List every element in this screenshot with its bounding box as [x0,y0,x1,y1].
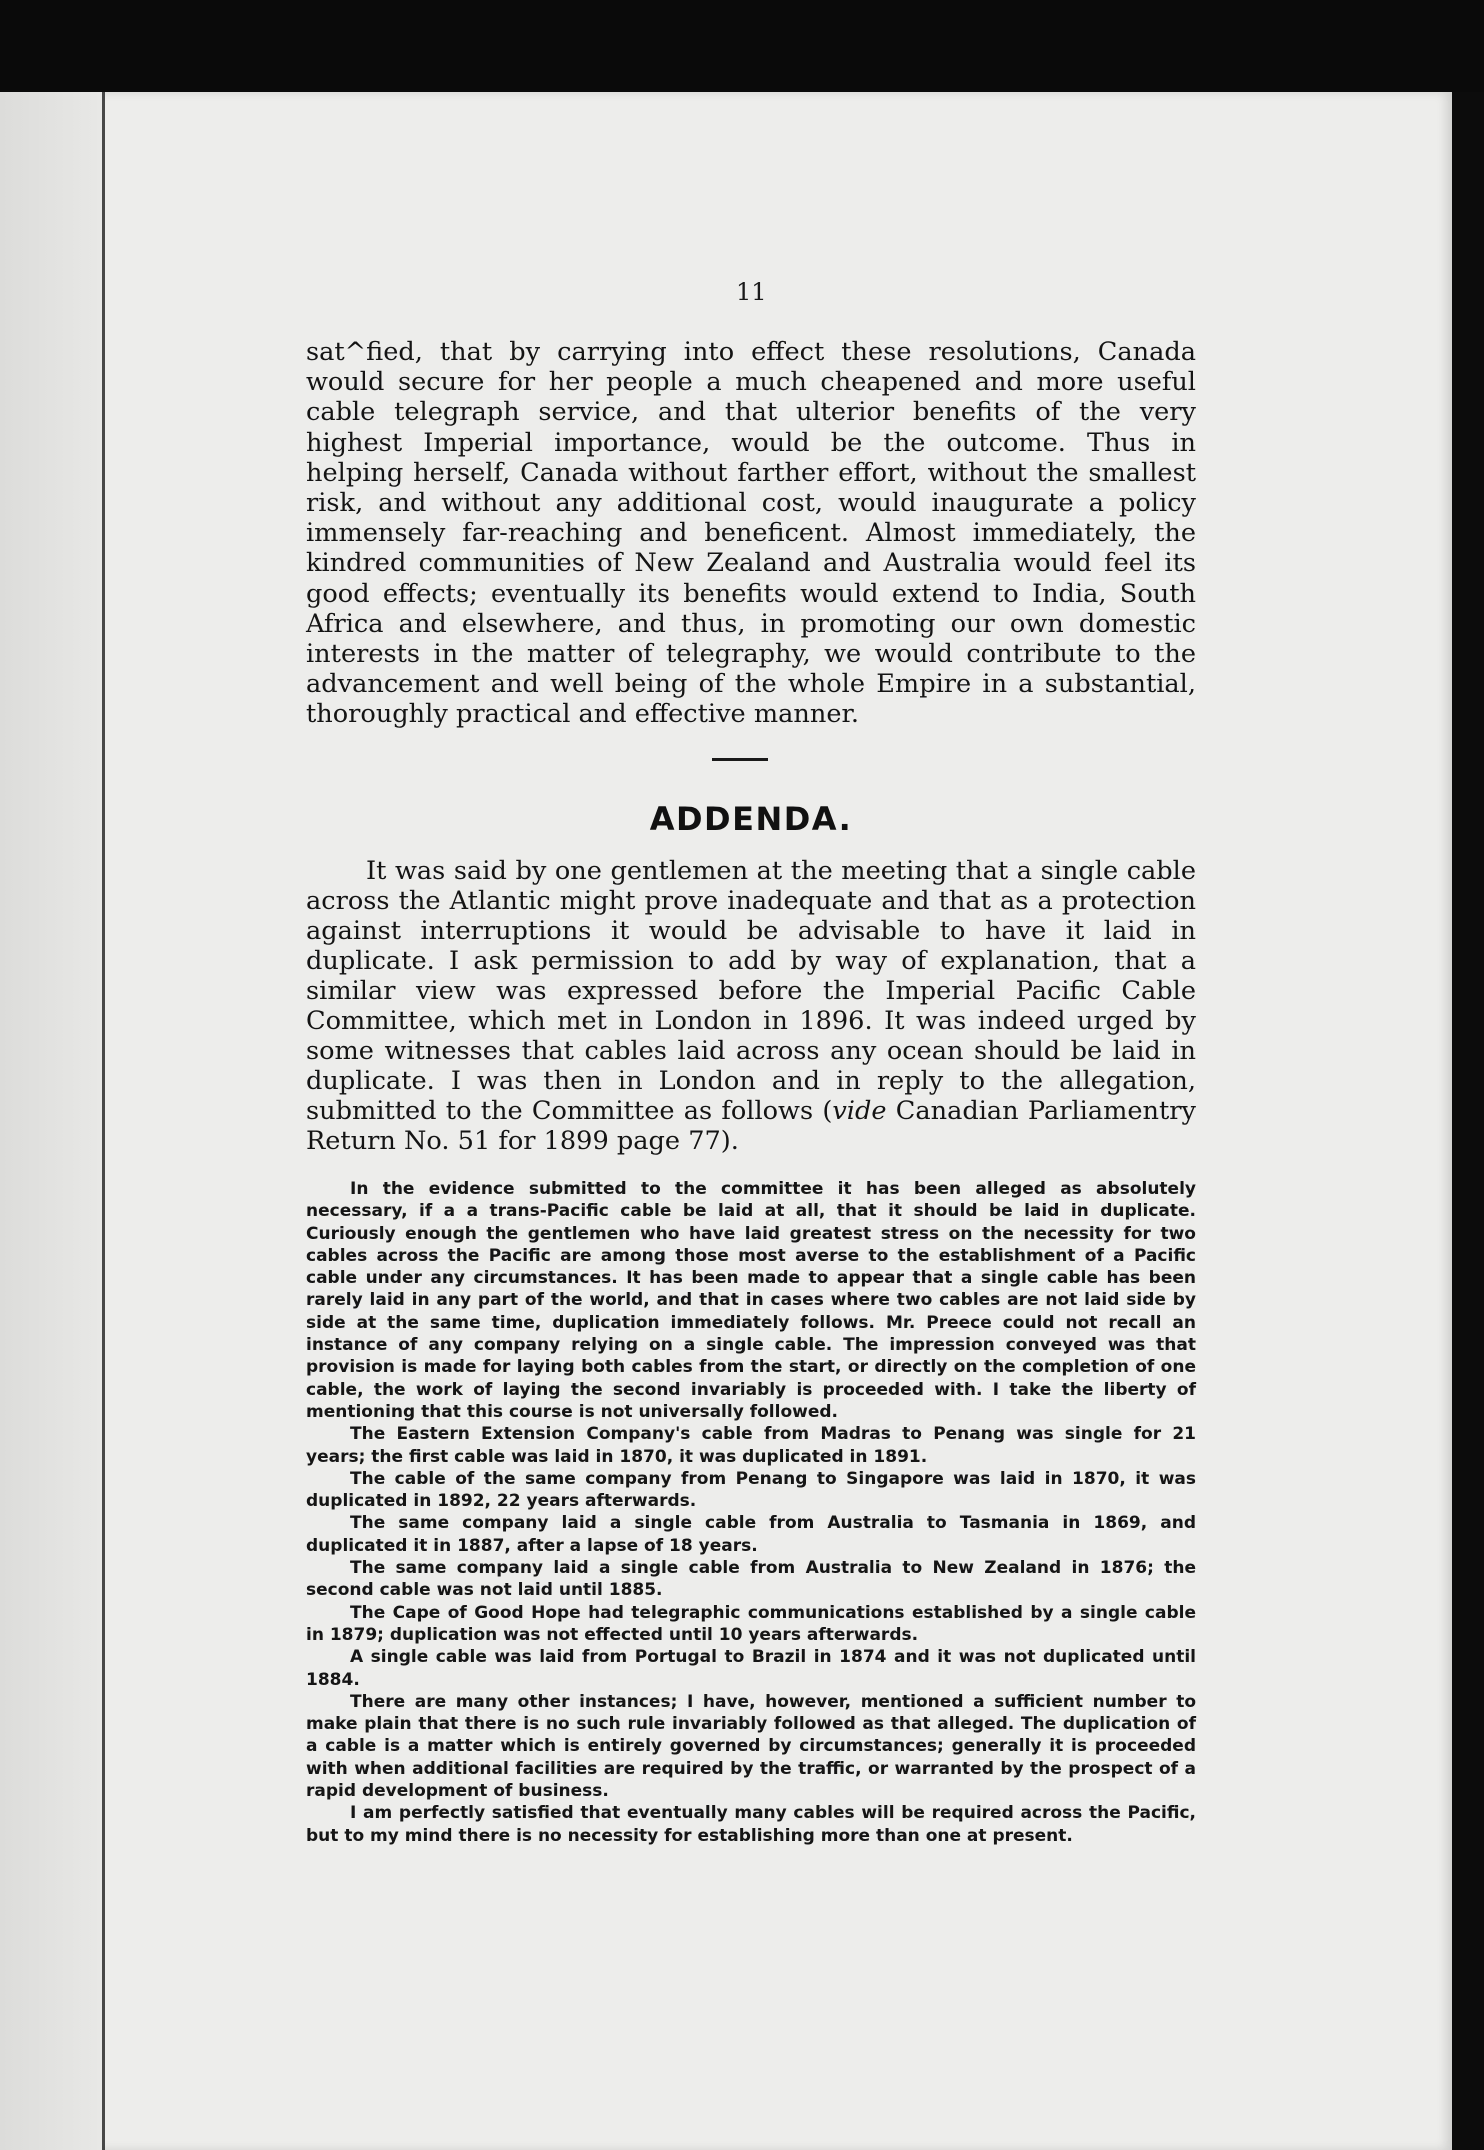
quoted-evidence [306,1178,1196,1847]
addenda-heading: ADDENDA. [649,800,853,838]
quote-paragraph: A single cable was laid from Portugal to Brazil in 1874 and it was not duplicated until 1884. [306,1647,1196,1690]
quote-paragraph: There are many other instances; I have, however, mentioned a sufficient number to make plain that there is no such rule invariably followed as that alleged. The duplication of a cable is a matter which is entirely governed by circumstances; generally it is proceeded with when additional facilities are required by the traffic, or warranted by the prospect of a rapid development of business. [306,1691,1196,1802]
quote-paragraph: I am perfectly satisfied that eventually many cables will be required across the Pacific, but to my mind there is no necessity for establishing more than one at present. [306,1803,1196,1846]
quote-paragraph: The same company laid a single cable from Australia to New Zealand in 1876; the second cable was not laid until 1885. [306,1558,1196,1601]
quote-paragraph: The same company laid a single cable from Australia to Tasmania in 1869, and duplicated it in 1887, after a lapse of 18 years. [306,1513,1196,1556]
page-number: 11 [736,278,767,306]
quote-paragraph: In the evidence submitted to the committee it has been alleged as absolutely necessary, if a a trans-Pacific cable be laid at all, that it should be laid in duplicate. Curiously enough the gentlemen who have laid greatest stress on the necessity for two cables across the Pacific are among those most averse to the establishment of a Pacific cable under any circumstances. It has been made to appear that a single cable has been rarely laid in any part of the world, and that in cases where two cables are not laid side by side at the same time, duplication immediately follows. Mr. Preece could not recall an instance of any company relying on a single cable. The impression conveyed was that provision is made for laying both cables from the start, or directly on the completion of one cable, the work of laying the second invariably is proceeded with. I take the liberty of mentioning that this course is not universally followed. [306,1179,1196,1422]
addenda-text-part-2: Canadian Parliamentry Return No. 51 for 1899 page 77). [306,1096,1196,1156]
body-paragraph: sat^fied, that by carrying into effect these resolutions, Canada would secure for her people a much cheapened and more useful cable telegraph service, and that ulterior benefits of the very highest Imperial importance, would be the outcome. Thus in helping herself, Canada without farther effort, without the smallest risk, and without any additional cost, would inaugurate a policy immensely far-reaching and beneficent. Almost immediately, the kindred communities of New Zealand and Australia would feel its good effects; eventually its benefits would extend to India, South Africa and elsewhere, and thus, in promoting our own domestic interests in the matter of telegraphy, we would contribute to the advancement and well being of the whole Empire in a substantial, thoroughly practical and effective manner. [306,337,1196,730]
quote-paragraph: The cable of the same company from Penang to Singapore was laid in 1870, it was duplicated in 1892, 22 years afterwards. [306,1468,1196,1512]
quote-paragraph: The Cape of Good Hope had telegraphic communications established by a single cable in 1879; duplication was not effected until 10 years afterwards. [306,1602,1196,1645]
addenda-paragraph [306,856,1196,1156]
quote-paragraph: The Eastern Extension Company's cable from Madras to Penang was single for 21 years; the first cable was laid in 1870, it was duplicated in 1891. [306,1424,1196,1467]
scan-background-top [0,0,1484,92]
addenda-text-part-1: It was said by one gentlemen at the meeting that a single cable across the Atlantic might prove inadequate and that as a protection against interruptions it would be advisable to have it laid in duplicate. I ask permission to add by way of explanation, that a similar view was expressed before the Imperial Pacific Cable Committee, which met in London in 1896. It was indeed urged by some witnesses that cables laid across any ocean should be laid in duplicate. I was then in London and in reply to the allegation, submitted to the Committee as follows ( [306,856,1196,1126]
scan-background-right [1452,92,1484,2150]
addenda-vide: vide [832,1096,887,1126]
section-divider [712,758,768,761]
